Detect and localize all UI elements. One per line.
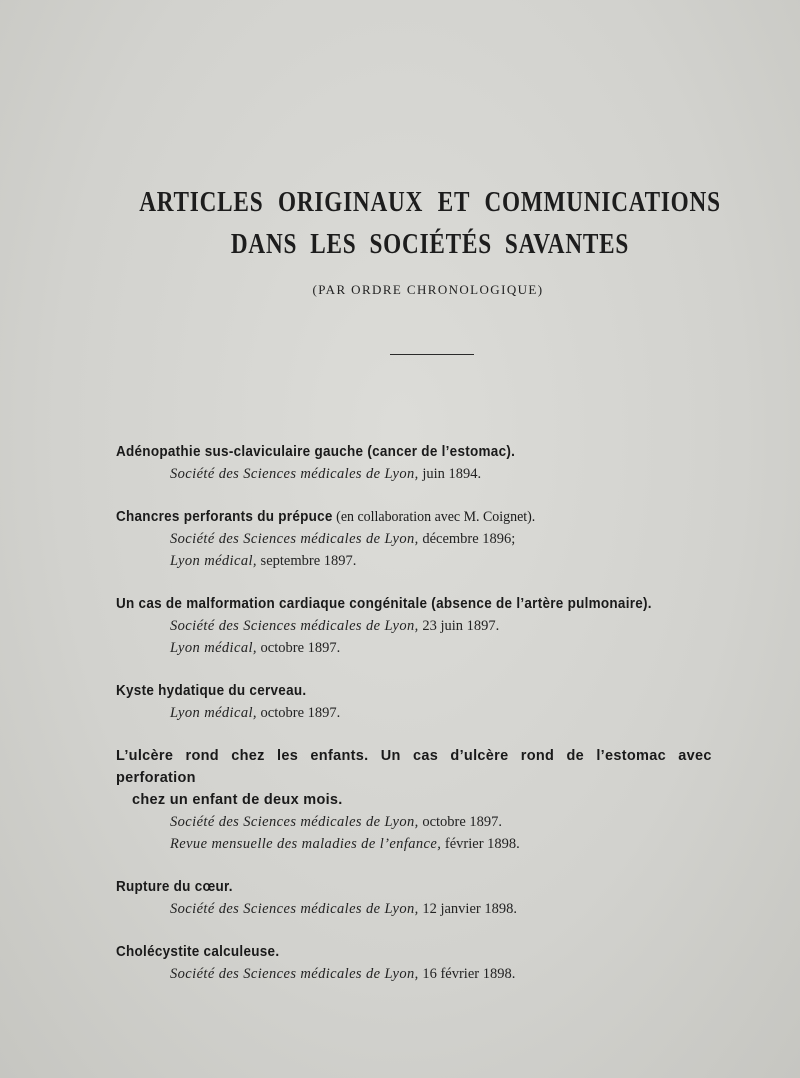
- article-reference: [116, 811, 756, 833]
- article-title: [116, 745, 756, 811]
- reference-venue: Lyon médical,: [170, 640, 257, 656]
- article-title: Rupture du cœur.: [116, 879, 233, 895]
- article-reference: [116, 963, 756, 985]
- reference-venue: Société des Sciences médicales de Lyon,: [170, 966, 419, 982]
- article-entry: [116, 506, 756, 572]
- article-title-line-2: chez un enfant de deux mois.: [132, 792, 343, 808]
- page-title-line-2: DANS LES SOCIÉTÉS SAVANTES: [230, 228, 630, 260]
- article-title: Un cas de malformation cardiaque congénitale (absence de l’artère pulmonaire).: [116, 596, 652, 612]
- reference-venue: Lyon médical,: [170, 553, 257, 569]
- article-title: Cholécystite calculeuse.: [116, 944, 280, 960]
- reference-venue: Revue mensuelle des maladies de l’enfance,: [170, 836, 442, 852]
- article-note: (en collaboration avec M. Coignet).: [332, 509, 536, 525]
- reference-date: septembre 1897.: [260, 553, 357, 569]
- article-list: [116, 441, 756, 985]
- reference-venue: Société des Sciences médicales de Lyon,: [170, 814, 419, 830]
- reference-date: octobre 1897.: [422, 814, 503, 830]
- article-reference: [116, 528, 756, 550]
- reference-date: juin 1894.: [422, 466, 482, 482]
- title-divider: [390, 354, 474, 355]
- article-entry: [116, 593, 756, 659]
- article-title-line-1: L’ulcère rond chez les enfants. Un cas d’ulcère rond de l’estomac avec perforation: [116, 748, 712, 786]
- article-reference: [116, 637, 756, 659]
- article-reference: [116, 463, 756, 485]
- reference-venue: Société des Sciences médicales de Lyon,: [170, 466, 419, 482]
- article-title: Kyste hydatique du cerveau.: [116, 683, 307, 699]
- reference-date: 23 juin 1897.: [422, 618, 500, 634]
- page-title-line-1: ARTICLES ORIGINAUX ET COMMUNICATIONS: [139, 186, 721, 218]
- article-entry: [116, 745, 756, 855]
- reference-date: 12 janvier 1898.: [422, 901, 517, 917]
- article-entry: [116, 441, 756, 485]
- reference-date: octobre 1897.: [260, 640, 341, 656]
- article-title-with-note: [116, 506, 711, 528]
- reference-date: décembre 1896;: [422, 531, 516, 547]
- reference-date: février 1898.: [444, 836, 520, 852]
- article-reference: [116, 550, 756, 572]
- article-reference: [116, 702, 756, 724]
- article-reference: [116, 833, 756, 855]
- reference-date: 16 février 1898.: [422, 966, 516, 982]
- article-reference: [116, 898, 756, 920]
- reference-venue: Société des Sciences médicales de Lyon,: [170, 618, 419, 634]
- page-subtitle: (PAR ORDRE CHRONOLOGIQUE): [312, 282, 544, 297]
- reference-venue: Lyon médical,: [170, 705, 257, 721]
- article-entry: [116, 876, 756, 920]
- article-reference: [116, 615, 756, 637]
- reference-venue: Société des Sciences médicales de Lyon,: [170, 531, 419, 547]
- article-entry: [116, 680, 756, 724]
- article-entry: [116, 941, 756, 985]
- reference-venue: Société des Sciences médicales de Lyon,: [170, 901, 419, 917]
- reference-date: octobre 1897.: [260, 705, 341, 721]
- article-title: Chancres perforants du prépuce: [116, 509, 333, 525]
- article-title: Adénopathie sus-claviculaire gauche (cancer de l’estomac).: [116, 444, 516, 460]
